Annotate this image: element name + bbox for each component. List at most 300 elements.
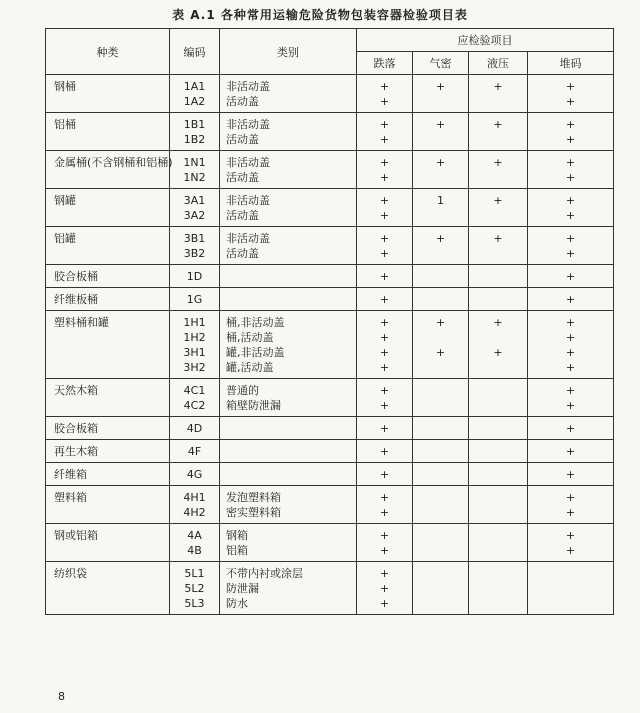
- code-cell: [170, 288, 220, 311]
- test-mark: +: [379, 597, 390, 610]
- test-cell-airtight: [413, 524, 469, 562]
- test-mark: +: [435, 118, 446, 131]
- test-mark: [469, 596, 527, 611]
- test-mark: [413, 398, 468, 413]
- test-mark: +: [565, 544, 576, 557]
- kind-label: 再生木箱: [54, 445, 98, 458]
- code-label: 4A: [187, 529, 202, 542]
- test-cell-stacking: [528, 562, 614, 615]
- category-label: [226, 292, 356, 307]
- table-row: [46, 379, 614, 417]
- kind-label: 铝桶: [54, 118, 76, 131]
- table-row: [46, 311, 614, 379]
- kind-cell: [46, 463, 170, 486]
- test-cell-drop: [357, 113, 413, 151]
- code-label: 3A1: [183, 194, 206, 207]
- test-mark: [413, 292, 468, 307]
- test-cell-stacking: [528, 288, 614, 311]
- table-row: [46, 151, 614, 189]
- test-cell-stacking: [528, 189, 614, 227]
- kind-label: 金属桶(不含钢桶和铝桶): [54, 156, 173, 169]
- code-label: 4H2: [183, 506, 206, 519]
- code-label: 3B1: [183, 232, 206, 245]
- code-label: 4C1: [183, 384, 206, 397]
- code-label: 1N1: [183, 156, 206, 169]
- test-mark: +: [565, 156, 576, 169]
- kind-label: 胶合板箱: [54, 422, 98, 435]
- table-row: [46, 288, 614, 311]
- code-cell: [170, 379, 220, 417]
- test-cell-stacking: [528, 440, 614, 463]
- test-mark: [469, 421, 527, 436]
- category-cell: [220, 311, 357, 379]
- kind-label: 塑料桶和罐: [54, 316, 109, 329]
- kind-cell: [46, 486, 170, 524]
- code-cell: [170, 417, 220, 440]
- test-mark: [413, 543, 468, 558]
- test-mark: +: [379, 346, 390, 359]
- table-row: [46, 562, 614, 615]
- header-code: 编码: [170, 29, 220, 75]
- test-cell-stacking: [528, 486, 614, 524]
- test-mark: +: [493, 232, 503, 245]
- code-label: 1B1: [183, 118, 206, 131]
- code-label: 1H1: [183, 316, 206, 329]
- kind-cell: [46, 227, 170, 265]
- code-cell: [170, 265, 220, 288]
- category-label: [226, 444, 356, 459]
- test-cell-drop: [357, 486, 413, 524]
- test-mark: +: [379, 582, 390, 595]
- test-mark: +: [493, 316, 503, 329]
- test-mark: [413, 360, 468, 375]
- test-mark: [413, 566, 468, 581]
- kind-label: 天然木箱: [54, 384, 98, 397]
- table-title: 表 A.1 各种常用运输危险货物包装容器检验项目表: [172, 8, 468, 22]
- test-mark: [413, 490, 468, 505]
- category-label: 密实塑料箱: [226, 506, 281, 519]
- test-mark: +: [379, 491, 390, 504]
- test-mark: +: [493, 80, 503, 93]
- category-label: 罐,活动盖: [226, 361, 274, 374]
- test-mark: +: [379, 80, 390, 93]
- header-category: 类别: [220, 29, 357, 75]
- test-cell-hydraulic: [469, 265, 528, 288]
- test-cell-drop: [357, 524, 413, 562]
- kind-label: 纤维箱: [54, 468, 87, 481]
- code-label: 5L1: [184, 567, 205, 580]
- test-mark: +: [379, 293, 390, 306]
- kind-label: 钢桶: [54, 80, 76, 93]
- test-mark: +: [435, 156, 446, 169]
- test-cell-hydraulic: [469, 379, 528, 417]
- test-mark: +: [565, 384, 576, 397]
- test-mark: [469, 208, 527, 223]
- test-mark: +: [565, 422, 576, 435]
- test-cell-airtight: [413, 562, 469, 615]
- category-label: 防泄漏: [226, 582, 259, 595]
- test-cell-drop: [357, 440, 413, 463]
- code-cell: [170, 151, 220, 189]
- table-row: [46, 189, 614, 227]
- code-label: 1A1: [183, 80, 206, 93]
- test-mark: +: [565, 80, 576, 93]
- test-mark: +: [565, 445, 576, 458]
- code-label: 4H1: [183, 491, 206, 504]
- test-cell-hydraulic: [469, 288, 528, 311]
- kind-label: 塑料箱: [54, 491, 87, 504]
- test-mark: +: [379, 118, 390, 131]
- test-cell-airtight: [413, 113, 469, 151]
- table-row: [46, 75, 614, 113]
- test-mark: [469, 467, 527, 482]
- kind-cell: [46, 417, 170, 440]
- test-mark: +: [379, 422, 390, 435]
- category-cell: [220, 440, 357, 463]
- test-mark: +: [565, 194, 576, 207]
- test-mark: +: [565, 247, 576, 260]
- test-mark: [469, 581, 527, 596]
- test-mark: [413, 132, 468, 147]
- test-mark: [413, 170, 468, 185]
- kind-cell: [46, 440, 170, 463]
- category-label: 普通的: [226, 384, 259, 397]
- category-label: 活动盖: [226, 209, 259, 222]
- category-label: 活动盖: [226, 247, 259, 260]
- test-mark: +: [379, 544, 390, 557]
- code-cell: [170, 189, 220, 227]
- category-cell: [220, 562, 357, 615]
- kind-cell: [46, 75, 170, 113]
- category-label: 非活动盖: [226, 118, 270, 131]
- test-cell-hydraulic: [469, 417, 528, 440]
- table-row: [46, 440, 614, 463]
- inspection-items-table: [45, 28, 614, 615]
- test-cell-airtight: [413, 463, 469, 486]
- code-cell: [170, 562, 220, 615]
- test-mark: [413, 528, 468, 543]
- category-label: 桶,活动盖: [226, 331, 274, 344]
- code-label: 5L3: [184, 597, 205, 610]
- test-cell-drop: [357, 75, 413, 113]
- test-cell-drop: [357, 288, 413, 311]
- code-label: 1H2: [183, 331, 206, 344]
- header-required-tests: 应检验项目: [357, 29, 614, 52]
- test-cell-airtight: [413, 288, 469, 311]
- category-cell: [220, 227, 357, 265]
- category-label: [226, 467, 356, 482]
- test-mark: [469, 269, 527, 284]
- test-cell-stacking: [528, 417, 614, 440]
- code-cell: [170, 524, 220, 562]
- test-mark: [469, 543, 527, 558]
- test-mark: +: [493, 156, 503, 169]
- test-mark: +: [379, 506, 390, 519]
- test-cell-hydraulic: [469, 524, 528, 562]
- test-mark: [469, 330, 527, 345]
- kind-label: 铝罐: [54, 232, 76, 245]
- kind-cell: [46, 113, 170, 151]
- test-mark: +: [565, 293, 576, 306]
- test-cell-stacking: [528, 463, 614, 486]
- code-label: 3H1: [183, 346, 206, 359]
- category-cell: [220, 417, 357, 440]
- table-row: [46, 463, 614, 486]
- category-label: 活动盖: [226, 133, 259, 146]
- kind-cell: [46, 379, 170, 417]
- kind-cell: [46, 265, 170, 288]
- category-cell: [220, 265, 357, 288]
- code-cell: [170, 463, 220, 486]
- kind-label: 纤维板桶: [54, 293, 98, 306]
- test-mark: +: [435, 316, 446, 329]
- kind-label: 钢罐: [54, 194, 76, 207]
- code-cell: [170, 486, 220, 524]
- category-label: 罐,非活动盖: [226, 346, 285, 359]
- test-mark: [469, 94, 527, 109]
- test-mark: [413, 330, 468, 345]
- code-label: 4C2: [183, 399, 206, 412]
- test-mark: [469, 132, 527, 147]
- kind-label: 纺织袋: [54, 567, 87, 580]
- code-label: 4B: [187, 544, 202, 557]
- test-mark: +: [565, 118, 576, 131]
- code-label: 4D: [186, 422, 203, 435]
- test-mark: +: [379, 399, 390, 412]
- test-cell-hydraulic: [469, 562, 528, 615]
- category-label: 不带内衬或涂层: [226, 567, 303, 580]
- kind-cell: [46, 524, 170, 562]
- test-mark: [413, 581, 468, 596]
- table-row: [46, 486, 614, 524]
- test-mark: [413, 505, 468, 520]
- category-cell: [220, 486, 357, 524]
- test-cell-stacking: [528, 151, 614, 189]
- test-mark: [469, 170, 527, 185]
- test-mark: [469, 246, 527, 261]
- header-test-hydraulic: 液压: [469, 52, 528, 75]
- test-mark: [469, 292, 527, 307]
- category-cell: [220, 288, 357, 311]
- category-label: 铝箱: [226, 544, 248, 557]
- category-label: 非活动盖: [226, 194, 270, 207]
- code-cell: [170, 311, 220, 379]
- test-mark: +: [565, 529, 576, 542]
- test-mark: +: [493, 346, 503, 359]
- test-cell-airtight: [413, 75, 469, 113]
- test-mark: [469, 490, 527, 505]
- test-cell-stacking: [528, 311, 614, 379]
- test-mark: [413, 444, 468, 459]
- category-cell: [220, 379, 357, 417]
- test-mark: +: [379, 445, 390, 458]
- test-mark: +: [379, 384, 390, 397]
- test-mark: +: [435, 80, 446, 93]
- test-cell-hydraulic: [469, 486, 528, 524]
- test-mark: +: [565, 331, 576, 344]
- test-cell-stacking: [528, 227, 614, 265]
- test-cell-hydraulic: [469, 311, 528, 379]
- test-mark: [469, 444, 527, 459]
- test-cell-stacking: [528, 113, 614, 151]
- test-cell-hydraulic: [469, 440, 528, 463]
- test-mark: [469, 398, 527, 413]
- kind-cell: [46, 311, 170, 379]
- test-mark: +: [493, 118, 503, 131]
- test-mark: [413, 269, 468, 284]
- test-mark: +: [379, 468, 390, 481]
- test-cell-hydraulic: [469, 227, 528, 265]
- code-label: 3B2: [183, 247, 206, 260]
- code-cell: [170, 227, 220, 265]
- test-mark: +: [379, 567, 390, 580]
- test-cell-stacking: [528, 265, 614, 288]
- category-label: 非活动盖: [226, 232, 270, 245]
- test-mark: +: [565, 468, 576, 481]
- test-mark: [469, 528, 527, 543]
- kind-label: 钢或铝箱: [54, 529, 98, 542]
- code-cell: [170, 440, 220, 463]
- kind-cell: [46, 189, 170, 227]
- test-mark: +: [565, 209, 576, 222]
- test-mark: +: [379, 194, 390, 207]
- test-mark: [528, 581, 613, 596]
- test-cell-drop: [357, 562, 413, 615]
- test-mark: +: [379, 209, 390, 222]
- category-label: 防水: [226, 597, 248, 610]
- code-cell: [170, 75, 220, 113]
- test-cell-drop: [357, 417, 413, 440]
- test-cell-hydraulic: [469, 463, 528, 486]
- test-mark: +: [565, 232, 576, 245]
- table-row: [46, 227, 614, 265]
- test-cell-airtight: [413, 379, 469, 417]
- kind-cell: [46, 151, 173, 189]
- code-label: 3A2: [183, 209, 206, 222]
- category-label: 非活动盖: [226, 156, 270, 169]
- test-mark: +: [565, 399, 576, 412]
- code-label: 1D: [186, 270, 203, 283]
- category-cell: [220, 189, 357, 227]
- test-cell-stacking: [528, 75, 614, 113]
- kind-cell: [46, 288, 170, 311]
- test-mark: +: [565, 506, 576, 519]
- test-cell-hydraulic: [469, 113, 528, 151]
- test-mark: +: [379, 529, 390, 542]
- header-test-airtight: 气密: [413, 52, 469, 75]
- category-cell: [220, 463, 357, 486]
- test-mark: [528, 566, 613, 581]
- category-cell: [220, 524, 357, 562]
- test-mark: [469, 566, 527, 581]
- test-cell-airtight: [413, 440, 469, 463]
- test-cell-airtight: [413, 265, 469, 288]
- code-label: 5L2: [184, 582, 205, 595]
- code-label: 1G: [186, 293, 203, 306]
- table-row: [46, 524, 614, 562]
- header-test-drop: 跌落: [357, 52, 413, 75]
- test-cell-airtight: [413, 227, 469, 265]
- test-mark: [528, 596, 613, 611]
- test-mark: [413, 94, 468, 109]
- test-cell-airtight: [413, 311, 469, 379]
- test-mark: +: [379, 156, 390, 169]
- category-label: 非活动盖: [226, 80, 270, 93]
- table-row: [46, 113, 614, 151]
- test-mark: [469, 360, 527, 375]
- category-cell: [220, 75, 357, 113]
- kind-label: 胶合板桶: [54, 270, 98, 283]
- category-label: [226, 421, 356, 436]
- category-label: 发泡塑料箱: [226, 491, 281, 504]
- category-label: 活动盖: [226, 171, 259, 184]
- test-cell-drop: [357, 151, 413, 189]
- test-mark: [413, 596, 468, 611]
- category-label: 箱壁防泄漏: [226, 399, 281, 412]
- test-mark: +: [565, 361, 576, 374]
- category-label: 活动盖: [226, 95, 259, 108]
- test-cell-drop: [357, 311, 413, 379]
- test-mark: 1: [437, 194, 444, 207]
- code-label: 4G: [186, 468, 203, 481]
- code-label: 3H2: [183, 361, 206, 374]
- table-row: [46, 265, 614, 288]
- test-cell-airtight: [413, 486, 469, 524]
- test-cell-drop: [357, 189, 413, 227]
- test-mark: +: [493, 194, 503, 207]
- code-label: 1N2: [183, 171, 206, 184]
- test-cell-drop: [357, 227, 413, 265]
- test-cell-stacking: [528, 524, 614, 562]
- test-mark: +: [565, 491, 576, 504]
- test-mark: +: [379, 331, 390, 344]
- code-label: 1B2: [183, 133, 206, 146]
- test-cell-drop: [357, 463, 413, 486]
- test-cell-drop: [357, 265, 413, 288]
- test-mark: +: [565, 95, 576, 108]
- test-mark: +: [379, 171, 390, 184]
- header-kind: 种类: [46, 29, 170, 75]
- header-test-stacking: 堆码: [528, 52, 614, 75]
- code-cell: [170, 113, 220, 151]
- test-mark: +: [565, 346, 576, 359]
- kind-cell: [46, 562, 170, 615]
- code-label: 1A2: [183, 95, 206, 108]
- test-mark: +: [379, 247, 390, 260]
- test-mark: [413, 246, 468, 261]
- test-mark: +: [435, 232, 446, 245]
- test-mark: [413, 208, 468, 223]
- test-mark: +: [565, 171, 576, 184]
- test-mark: +: [379, 95, 390, 108]
- category-label: 桶,非活动盖: [226, 316, 285, 329]
- code-label: 4F: [187, 445, 202, 458]
- test-cell-airtight: [413, 417, 469, 440]
- test-mark: +: [379, 133, 390, 146]
- test-mark: +: [379, 232, 390, 245]
- test-mark: +: [379, 316, 390, 329]
- test-cell-drop: [357, 379, 413, 417]
- test-mark: +: [379, 361, 390, 374]
- test-mark: +: [379, 270, 390, 283]
- test-mark: [413, 421, 468, 436]
- page-number: 8: [58, 690, 65, 703]
- test-mark: +: [435, 346, 446, 359]
- category-cell: [220, 151, 357, 189]
- test-cell-hydraulic: [469, 75, 528, 113]
- test-cell-stacking: [528, 379, 614, 417]
- category-cell: [220, 113, 357, 151]
